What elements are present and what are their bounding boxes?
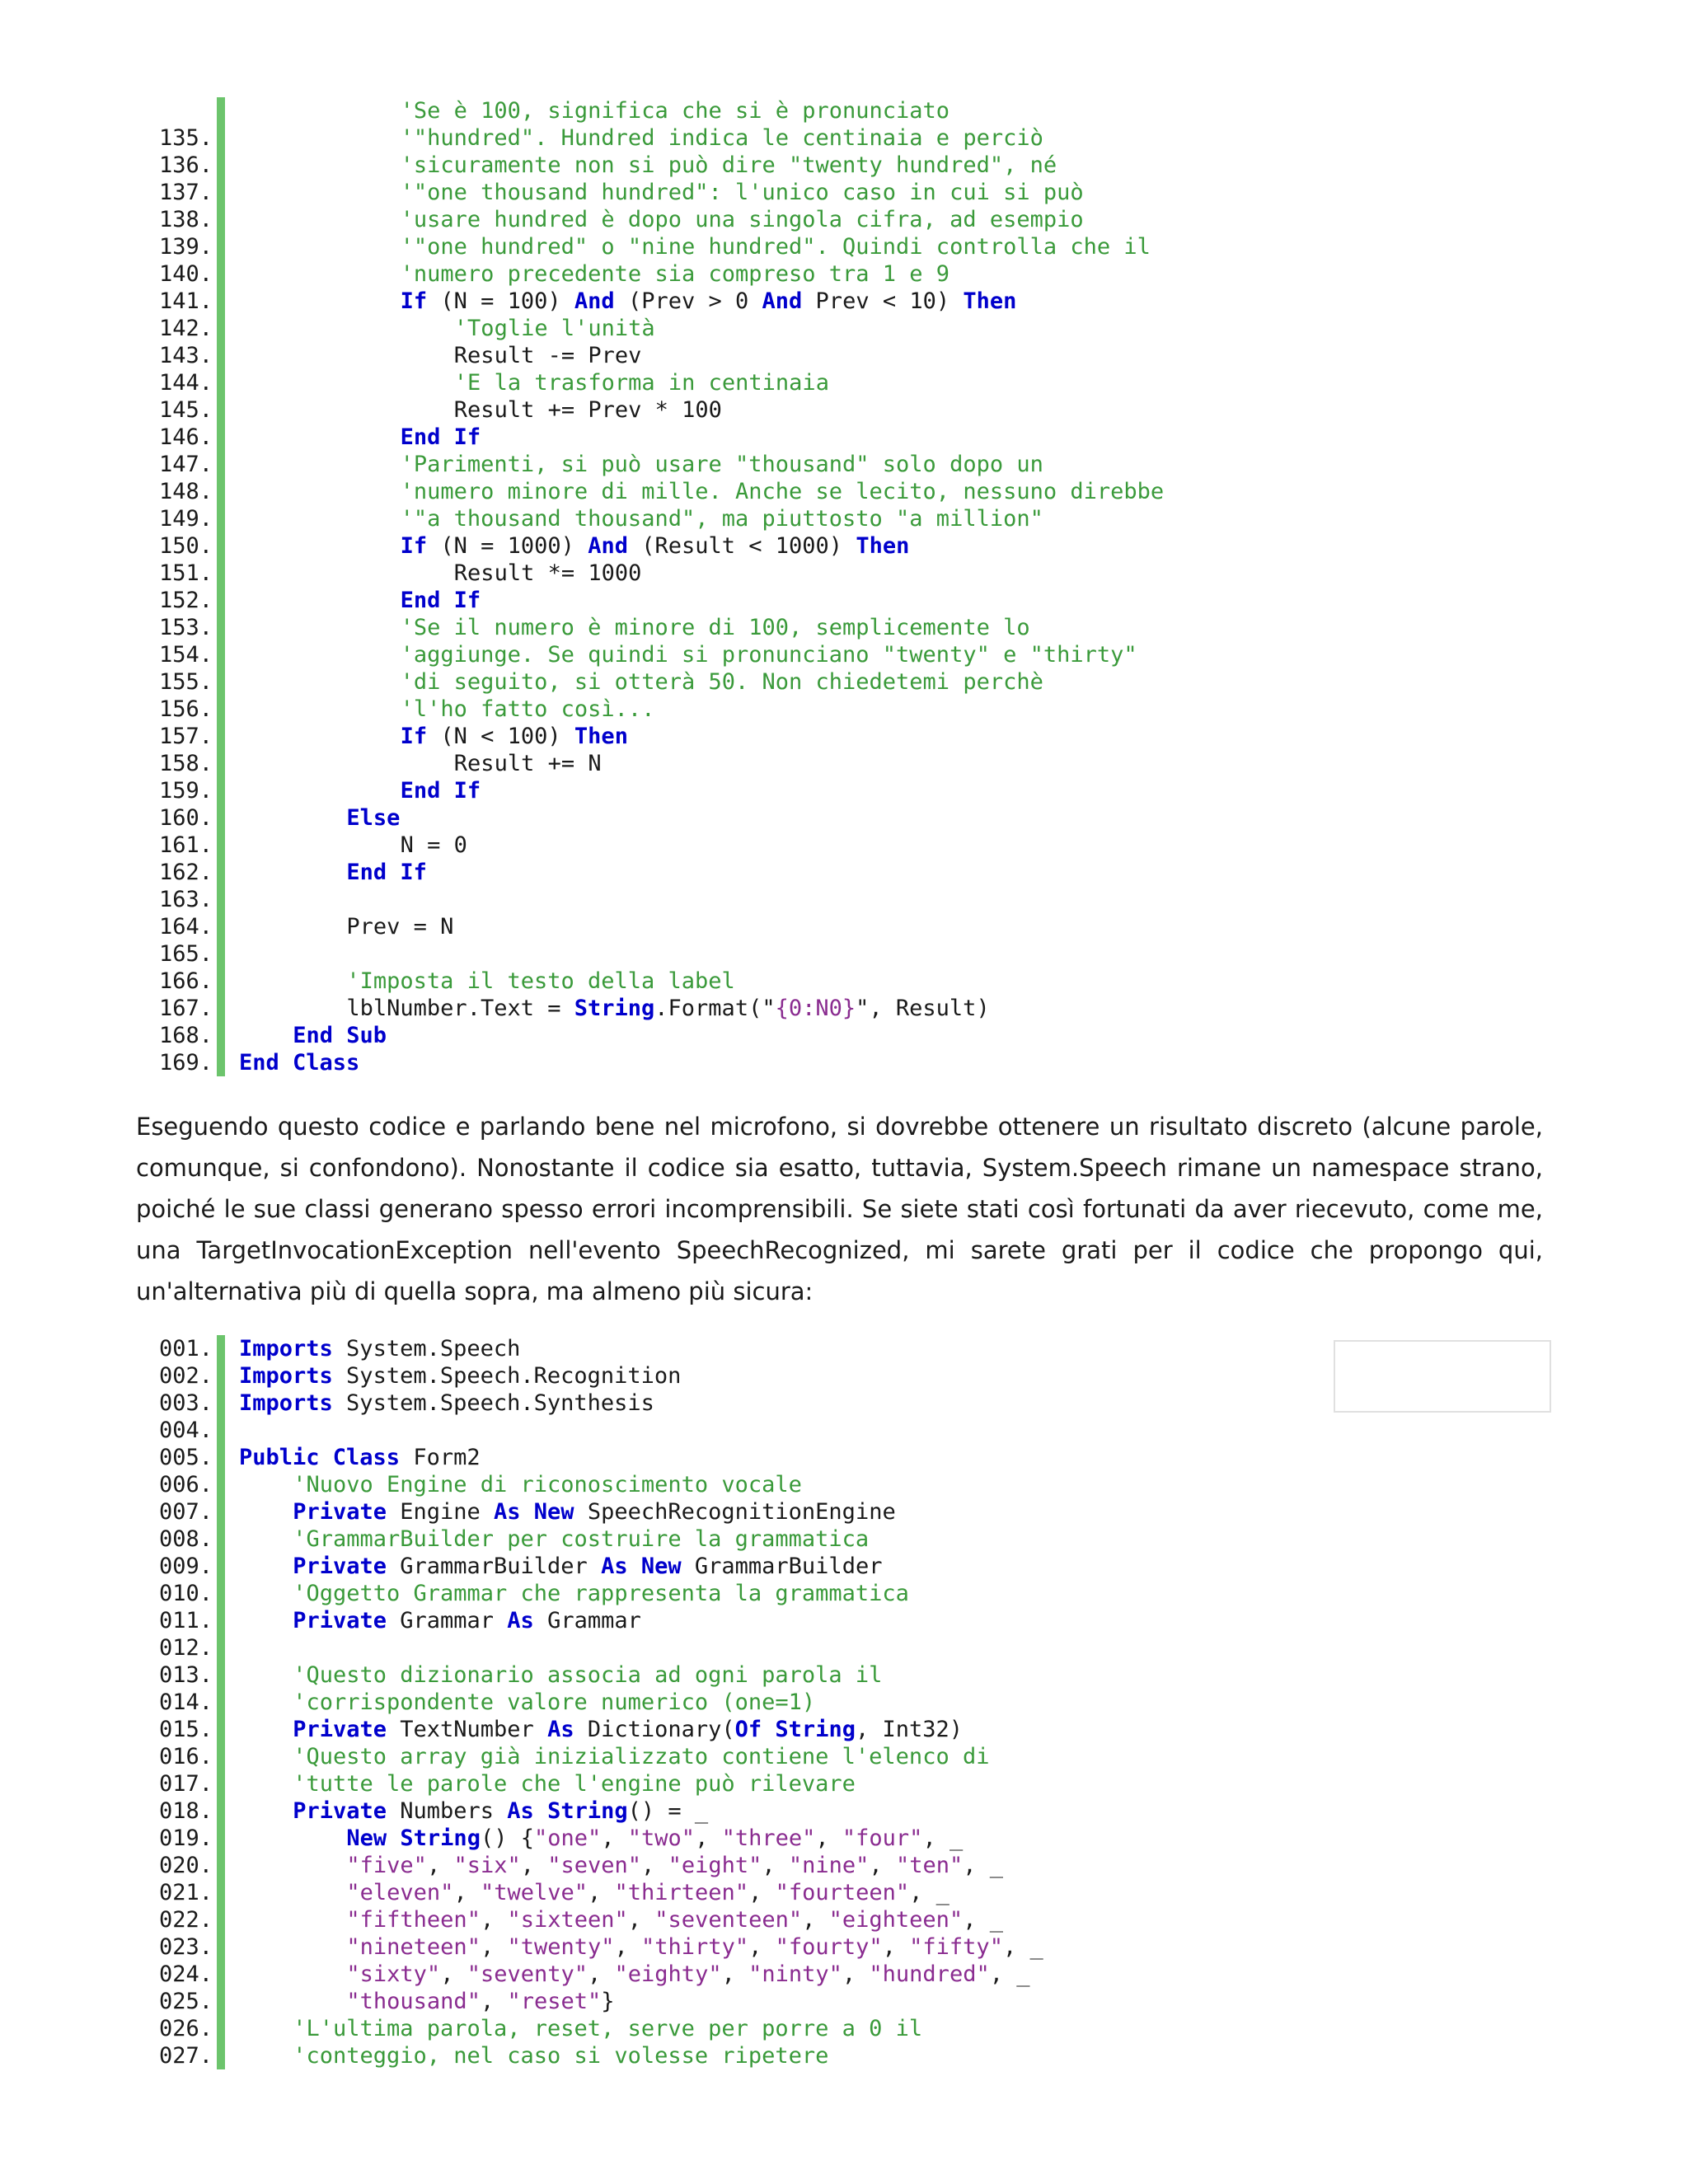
code-token: SpeechRecognitionEngine — [574, 1499, 896, 1525]
string-token: "sixty" — [346, 1961, 441, 1987]
code-token: , — [762, 1853, 789, 1878]
code-text — [293, 1526, 869, 1553]
code-token: , _ — [909, 1880, 950, 1905]
string-token: "seven" — [547, 1853, 642, 1878]
code-text — [239, 1444, 481, 1471]
code-text — [401, 233, 1151, 260]
code-token: Form2 — [400, 1445, 481, 1470]
keyword-token: And — [762, 288, 803, 314]
code-text — [239, 1390, 654, 1417]
keyword-token: And — [588, 533, 628, 559]
comment-token: 'usare hundred è dopo una singola cifra, ad esempio — [400, 207, 1084, 232]
line-number: 139. — [158, 234, 213, 260]
keyword-token: Else — [346, 805, 401, 831]
line-number: 156. — [158, 696, 213, 722]
string-token: "hundred" — [869, 1961, 990, 1987]
code-token: , — [440, 1961, 467, 1987]
keyword-token: Then — [856, 533, 910, 559]
line-number: 005. — [158, 1445, 213, 1470]
line-number: 018. — [158, 1798, 213, 1824]
line-number: 020. — [158, 1853, 213, 1878]
comment-token: 'corrispondente valore numerico (one=1) — [293, 1690, 816, 1715]
keyword-token: Private — [293, 1798, 387, 1824]
code-token: , — [627, 1907, 655, 1933]
code-token: , — [480, 1934, 508, 1960]
string-token: "three" — [721, 1825, 816, 1851]
string-token: "eleven" — [346, 1880, 454, 1905]
code-text — [293, 1498, 896, 1526]
line-number: 023. — [158, 1934, 213, 1960]
comment-token: 'GrammarBuilder per costruire la grammatica — [293, 1526, 870, 1552]
code-token: (Prev > 0 — [614, 288, 762, 314]
line-number: 142. — [158, 316, 213, 341]
code-gutter-bar — [217, 97, 225, 1076]
code-text — [401, 505, 1043, 532]
line-number: 136. — [158, 152, 213, 178]
code-token: , — [748, 1934, 776, 1960]
code-token: System.Speech — [332, 1336, 521, 1361]
code-token: , — [480, 1989, 508, 2014]
keyword-token: Private — [293, 1554, 387, 1579]
line-number: 158. — [158, 751, 213, 776]
line-number: 014. — [158, 1690, 213, 1715]
code-token: (N = 1000) — [427, 533, 588, 559]
keyword-token: String — [574, 996, 655, 1021]
comment-token: 'tutte le parole che l'engine può rilevare — [293, 1771, 856, 1797]
code-token: , — [588, 1961, 615, 1987]
line-number: 168. — [158, 1023, 213, 1048]
comment-token: 'sicuramente non si può dire "twenty hundred", né — [400, 152, 1057, 178]
code-text — [293, 1661, 882, 1689]
code-token: N = 0 — [400, 832, 467, 858]
comment-token: 'E la trasforma in centinaia — [453, 370, 829, 396]
code-token: Result -= Prev — [453, 343, 642, 368]
comment-token: '"hundred". Hundred indica le centinaia e perciò — [400, 125, 1043, 151]
string-token: "six" — [453, 1853, 521, 1878]
string-token: "thirty" — [641, 1934, 749, 1960]
line-number: 155. — [158, 669, 213, 695]
line-number: 008. — [158, 1526, 213, 1552]
line-number: 163. — [158, 887, 213, 912]
string-token: "eighteen" — [828, 1907, 964, 1933]
line-number: 017. — [158, 1771, 213, 1797]
code-text — [401, 832, 467, 859]
code-text — [293, 1553, 882, 1580]
string-token: "nineteen" — [346, 1934, 481, 1960]
line-number: 006. — [158, 1472, 213, 1497]
code-token: Result += Prev * 100 — [453, 397, 722, 423]
keyword-token: Imports — [239, 1390, 333, 1416]
code-text — [401, 424, 481, 451]
code-text — [293, 1580, 909, 1607]
string-token: "eight" — [668, 1853, 762, 1878]
code-token: , — [453, 1880, 481, 1905]
line-number: 021. — [158, 1880, 213, 1905]
string-token: "nine" — [788, 1853, 870, 1878]
code-token: , — [520, 1853, 548, 1878]
code-token: , — [614, 1934, 642, 1960]
string-token: "seventeen" — [654, 1907, 803, 1933]
line-number: 159. — [158, 778, 213, 804]
line-number: 015. — [158, 1717, 213, 1742]
code-text — [293, 1022, 387, 1049]
comment-token: 'conteggio, nel caso si volesse ripetere — [293, 2043, 829, 2069]
code-text — [401, 532, 910, 560]
comment-token: 'di seguito, si otterà 50. Non chiedetemi perchè — [400, 669, 1043, 695]
code-token: , _ — [963, 1853, 1003, 1878]
code-token: lblNumber.Text = — [346, 996, 574, 1021]
keyword-token: End Class — [239, 1050, 360, 1076]
code-token: , — [695, 1825, 722, 1851]
line-number: 164. — [158, 914, 213, 940]
code-text — [401, 777, 481, 804]
code-token: , — [721, 1961, 749, 1987]
line-number: 145. — [158, 397, 213, 423]
string-token: "one" — [533, 1825, 602, 1851]
code-token: , — [748, 1880, 776, 1905]
comment-token: 'Toglie l'unità — [453, 316, 655, 341]
string-token: "eighty" — [614, 1961, 722, 1987]
code-token: , — [641, 1853, 668, 1878]
line-number: 160. — [158, 805, 213, 831]
string-token: "fourty" — [775, 1934, 883, 1960]
keyword-token: Imports — [239, 1363, 333, 1389]
line-number: 026. — [158, 2016, 213, 2041]
code-text — [346, 804, 400, 832]
line-number: 007. — [158, 1499, 213, 1525]
code-token: (N < 100) — [427, 724, 574, 749]
line-number: 012. — [158, 1635, 213, 1661]
line-number: 146. — [158, 424, 213, 450]
keyword-token: As New — [494, 1499, 574, 1525]
line-number: 150. — [158, 533, 213, 559]
code-text — [346, 859, 427, 886]
string-token: "four" — [842, 1825, 923, 1851]
line-number: 149. — [158, 506, 213, 532]
code-text — [454, 396, 722, 424]
code-text — [346, 1852, 1003, 1879]
code-text — [401, 696, 655, 723]
keyword-token: Private — [293, 1499, 387, 1525]
line-number: 010. — [158, 1581, 213, 1606]
line-number: 165. — [158, 941, 213, 967]
comment-token: 'Oggetto Grammar che rappresenta la grammatica — [293, 1581, 909, 1606]
body-paragraph: Eseguendo questo codice e parlando bene nel microfono, si dovrebbe ottenere un risultato discreto (alcune parole, comunque, si confondono). Nonostante il codice sia esatto, tuttavia, System.Speech rimane un namespace strano, poiché le sue classi generano spesso errori incomprensibili. Se siete stati così fortunati da aver riecevuto, come me, una TargetInvocationException nell'evento SpeechRecognized, mi sarete grati per il codice che propongo qui, un'alternativa più di quella sopra, ma almeno più sicura: — [136, 1113, 1543, 1305]
code-text — [401, 288, 1017, 315]
code-text — [239, 1335, 520, 1362]
line-number: 161. — [158, 832, 213, 858]
line-number: 027. — [158, 2043, 213, 2069]
line-number: 016. — [158, 1744, 213, 1769]
code-token: , Int32) — [855, 1717, 964, 1742]
code-text — [346, 1906, 1003, 1933]
keyword-token: As String — [507, 1798, 628, 1824]
code-text — [346, 1988, 614, 2015]
comment-token: 'l'ho fatto così... — [400, 696, 655, 722]
keyword-token: End Sub — [293, 1023, 387, 1048]
code-token: ", Result) — [856, 996, 990, 1021]
string-token: "seventy" — [467, 1961, 588, 1987]
code-text — [401, 260, 950, 288]
code-token: , _ — [963, 1907, 1003, 1933]
code-text — [293, 1716, 963, 1743]
code-gutter-bar — [217, 1335, 225, 2069]
code-text — [454, 342, 642, 369]
keyword-token: Then — [574, 724, 628, 749]
string-token: "twelve" — [480, 1880, 588, 1905]
line-number: 166. — [158, 968, 213, 994]
line-number: 137. — [158, 180, 213, 205]
code-token: () = _ — [627, 1798, 709, 1824]
code-text — [401, 97, 950, 124]
line-number: 024. — [158, 1961, 213, 1987]
code-text — [454, 750, 602, 777]
keyword-token: End If — [400, 778, 481, 804]
code-text — [293, 1797, 708, 1825]
code-text — [346, 1879, 950, 1906]
keyword-token: Private — [293, 1608, 387, 1633]
line-number: 141. — [158, 288, 213, 314]
code-text — [454, 315, 655, 342]
code-text — [346, 1961, 1029, 1988]
code-text — [293, 2015, 922, 2042]
code-token: GrammarBuilder — [681, 1554, 883, 1579]
comment-token: '"one hundred" o "nine hundred". Quindi controlla che il — [400, 234, 1151, 260]
code-text — [401, 478, 1165, 505]
code-token: GrammarBuilder — [386, 1554, 602, 1579]
code-text — [401, 723, 628, 750]
code-token: Dictionary( — [574, 1717, 735, 1742]
code-token: , — [601, 1825, 628, 1851]
code-text — [239, 1362, 681, 1390]
string-token: "sixteen" — [507, 1907, 628, 1933]
code-token: Engine — [386, 1499, 495, 1525]
line-number: 022. — [158, 1907, 213, 1933]
code-token: , _ — [1002, 1934, 1043, 1960]
code-token: , — [802, 1907, 829, 1933]
keyword-token: If — [400, 533, 428, 559]
code-text — [346, 913, 453, 940]
code-token: , — [480, 1907, 508, 1933]
keyword-token: End If — [400, 588, 481, 613]
line-number: 152. — [158, 588, 213, 613]
keyword-token: Then — [963, 288, 1017, 314]
code-text — [346, 995, 989, 1022]
line-number: 147. — [158, 452, 213, 477]
code-text — [401, 179, 1084, 206]
keyword-token: Public Class — [239, 1445, 401, 1470]
code-token: (Result < 1000) — [627, 533, 856, 559]
code-text — [293, 1743, 989, 1770]
code-token: .Format(" — [654, 996, 776, 1021]
code-text — [401, 668, 1043, 696]
line-number: 011. — [158, 1608, 213, 1633]
code-token: Grammar — [533, 1608, 641, 1633]
comment-token: '"one thousand hundred": l'unico caso in cui si può — [400, 180, 1084, 205]
line-number: 003. — [158, 1390, 213, 1416]
keyword-token: As New — [601, 1554, 682, 1579]
keyword-token: If — [400, 288, 428, 314]
string-token: "twenty" — [507, 1934, 615, 1960]
code-token: Prev = N — [346, 914, 454, 940]
line-number: 143. — [158, 343, 213, 368]
code-text — [401, 614, 1030, 641]
code-token: } — [601, 1989, 615, 2014]
code-token: System.Speech.Recognition — [332, 1363, 682, 1389]
string-token: "fiftheen" — [346, 1907, 481, 1933]
line-number: 140. — [158, 261, 213, 287]
code-token: , — [882, 1934, 910, 1960]
code-token: Numbers — [386, 1798, 508, 1824]
keyword-token: As — [547, 1717, 574, 1742]
line-number: 002. — [158, 1363, 213, 1389]
string-token: "fifty" — [909, 1934, 1003, 1960]
string-token: "five" — [346, 1853, 427, 1878]
comment-token: 'Nuovo Engine di riconoscimento vocale — [293, 1472, 802, 1497]
code-text — [293, 2042, 828, 2069]
comment-token: 'Questo array già inizializzato contiene l'elenco di — [293, 1744, 990, 1769]
keyword-token: Private — [293, 1717, 387, 1742]
empty-placeholder-box — [1334, 1340, 1551, 1413]
code-text — [401, 206, 1084, 233]
line-number: 004. — [158, 1418, 213, 1443]
code-token: () { — [480, 1825, 534, 1851]
comment-token: 'Parimenti, si può usare "thousand" solo dopo un — [400, 452, 1043, 477]
comment-token: 'Se è 100, significa che si è pronunciato — [400, 98, 950, 124]
code-text — [401, 152, 1057, 179]
comment-token: 'numero minore di mille. Anche se lecito, nessuno direbbe — [400, 479, 1165, 504]
string-token: "reset" — [507, 1989, 602, 2014]
code-token: , — [815, 1825, 842, 1851]
line-number: 025. — [158, 1989, 213, 2014]
code-token: TextNumber — [386, 1717, 548, 1742]
comment-token: 'numero precedente sia compreso tra 1 e 9 — [400, 261, 950, 287]
string-token: "thousand" — [346, 1989, 481, 2014]
keyword-token: Imports — [239, 1336, 333, 1361]
line-number: 169. — [158, 1050, 213, 1076]
string-token: "fourteen" — [775, 1880, 910, 1905]
string-token: {0:N0} — [775, 996, 856, 1021]
code-text — [401, 587, 481, 614]
code-token: System.Speech.Synthesis — [332, 1390, 654, 1416]
code-token: , _ — [989, 1961, 1030, 1987]
line-number: 138. — [158, 207, 213, 232]
keyword-token: End If — [346, 860, 427, 885]
comment-token: 'Questo dizionario associa ad ogni parola il — [293, 1662, 883, 1688]
line-number: 013. — [158, 1662, 213, 1688]
comment-token: 'L'ultima parola, reset, serve per porre a 0 il — [293, 2016, 923, 2041]
code-text — [401, 124, 1043, 152]
code-text — [401, 641, 1137, 668]
line-number: 135. — [158, 125, 213, 151]
string-token: "thirteen" — [614, 1880, 749, 1905]
keyword-token: Of String — [734, 1717, 856, 1742]
keyword-token: New String — [346, 1825, 481, 1851]
code-text — [401, 451, 1043, 478]
code-text — [346, 968, 734, 995]
comment-token: '"a thousand thousand", ma piuttosto "a million" — [400, 506, 1043, 532]
code-text — [454, 369, 829, 396]
line-number: 162. — [158, 860, 213, 885]
code-text — [293, 1471, 802, 1498]
line-number: 157. — [158, 724, 213, 749]
line-number: 154. — [158, 642, 213, 668]
keyword-token: As — [507, 1608, 534, 1633]
code-token: , — [869, 1853, 896, 1878]
line-number: 153. — [158, 615, 213, 640]
line-number: 167. — [158, 996, 213, 1021]
line-number: 144. — [158, 370, 213, 396]
code-text — [293, 1607, 641, 1634]
string-token: "two" — [627, 1825, 696, 1851]
code-token: , — [842, 1961, 870, 1987]
code-text — [454, 560, 642, 587]
keyword-token: And — [574, 288, 615, 314]
code-text — [239, 1049, 359, 1076]
line-number: 001. — [158, 1336, 213, 1361]
code-text — [293, 1770, 856, 1797]
code-token: Result += N — [453, 751, 602, 776]
code-text — [346, 1933, 1043, 1961]
code-token: , — [588, 1880, 615, 1905]
line-number: 009. — [158, 1554, 213, 1579]
code-token: , _ — [922, 1825, 964, 1851]
comment-token: 'Imposta il testo della label — [346, 968, 735, 994]
code-text — [346, 1825, 963, 1852]
comment-token: 'Se il numero è minore di 100, semplicemente lo — [400, 615, 1030, 640]
string-token: "ten" — [895, 1853, 964, 1878]
code-token: Prev < 10) — [802, 288, 964, 314]
code-token: Result *= 1000 — [453, 560, 642, 586]
keyword-token: If — [400, 724, 428, 749]
comment-token: 'aggiunge. Se quindi si pronunciano "twenty" e "thirty" — [400, 642, 1137, 668]
code-token: (N = 100) — [427, 288, 574, 314]
code-text — [293, 1689, 815, 1716]
line-number: 019. — [158, 1825, 213, 1851]
code-token: Grammar — [386, 1608, 508, 1633]
string-token: "ninty" — [748, 1961, 842, 1987]
keyword-token: End If — [400, 424, 481, 450]
line-number: 148. — [158, 479, 213, 504]
code-token: , — [426, 1853, 454, 1878]
line-number: 151. — [158, 560, 213, 586]
